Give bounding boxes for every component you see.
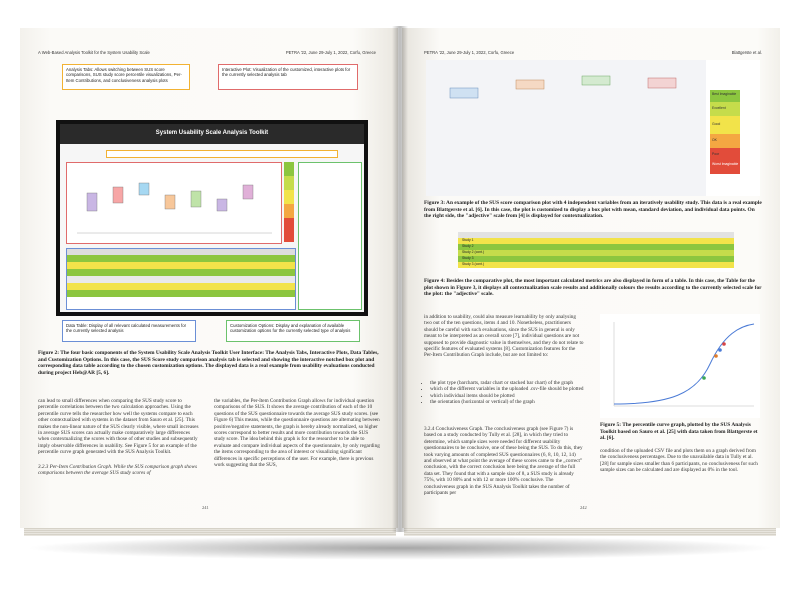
table-row: Study 3 (cont.) xyxy=(458,262,734,268)
right-page-number: 242 xyxy=(580,505,587,510)
notched-box-plot xyxy=(67,163,281,243)
figure-4-caption: Figure 4: Besides the comparative plot, the most important calculated metrics are also displayed in form of a table. In this case, the Table for the plot shown in Figure 3, it displays all contextualization scale results and additionally colours the results according to the currently selected scale for the plot: the "adjective" scale. xyxy=(424,278,762,298)
adjective-worst: Worst Imaginable xyxy=(712,162,739,166)
list-item: • the orientation (horizontal or vertical) of the graph xyxy=(430,399,594,405)
figure-3-plot xyxy=(426,60,760,196)
adjective-excellent: Excellent xyxy=(712,106,726,110)
customization-bullets xyxy=(420,380,594,406)
figure-2-caption: Figure 2: The four basic components of the System Usability Scale Analysis Toolkit User Interface: The Analysis Tabs, Interactive Plots, Data Tables, and Customization Options. In this case, the SUS Score study comparison analysis tab is selected and showing the interactive notched box plot and corresponding data table according to the chosen customization options. The displayed data is a real example from usability evaluations conducted during project Heb@AR [5, 6]. xyxy=(38,350,379,376)
callout-analysis-tabs: Analysis Tabs: Allows switching between SUS score comparisons, SUS study score percentile visualizations, Per-Item Contributions, and conclusiveness analysis plots xyxy=(62,64,190,90)
left-running-header-right: PETRA '22, June 29-July 1, 2022, Corfu, Greece xyxy=(285,50,376,55)
figure-3-caption: Figure 3: An example of the SUS score comparison plot with 4 independent variables from an iteratively usability study. This data is a real example from Blattgerste et al. [6]. In this case, the plot is customized to display a box plot with mean, standard deviation, and individual data points. On the right side, the "adjective" scale from [4] is displayed for contextualization. xyxy=(424,200,762,220)
table-row: Study 2 xyxy=(458,244,734,250)
list-item: • which of the different variables in the uploaded .csv-file should be plotted xyxy=(430,386,594,392)
section-3-2-3-heading: 3.2.3 Per-Item Contribution Graph. While the SUS comparison graph shows comparisons between the average SUS study scores of xyxy=(38,464,197,477)
left-column-2-text: the variables, the Per-Item Contribution Graph allows for individual question comparisons of the SUS. It shows the average contribution of each of the 10 questions of the SUS questionnaire towards the average SUS study scores. (see Figure 6) This means, while the questionnaire questions are alternating between positive/negative statements, the graph is hereby already normalized, so higher scores correspond to better results and more contribution towards the SUS study score. The idea behind this graph is for the researcher to be able to evaluate and compare individual aspects of the questionnaire, by only regarding the items corresponding to the area of interest or visualizing significant differences in specific perceptions of the user. For example, there is previous work suggesting that the SUS, xyxy=(214,398,380,469)
toolkit-screenshot xyxy=(56,120,368,316)
book-spine xyxy=(392,26,408,532)
left-running-header: A Web-Based Analysis Toolkit for the System Usability Scale xyxy=(38,50,150,55)
callout-customization-options: Customization Options: Display and explanation of available customization options for the currently selected type of analysis xyxy=(226,320,360,342)
list-item: • the plot type (barcharts, radar chart or stacked bar chart) of the graph xyxy=(430,380,594,386)
section-3-2-4-text: 3.2.4 Conclusiveness Graph. The conclusiveness graph (see Figure 7) is based on a study conducted by Tully et al. [28], in which they tried to determine, which sample sizes were needed for different usability questionnaires to be conclusive, one of these being the SUS. To do this, they took varying amounts of completed SUS questionnaires (6, 8, 10, 12, 14) and observed at what point the average of these scores came to the „correct” conclusion, with the correct conclusion here being the average of the full data set. They found that with a sample size of 8, a SUS study is already 75%, with 10 80% and with 12 or more 100% conclusive. The conclusiveness graph in the SUS Analysis Toolkit takes the number of participants per xyxy=(424,426,583,497)
list-item: • which individual items should be plotted xyxy=(430,393,594,399)
left-page-number: 241 xyxy=(202,505,209,510)
callout-interactive-plot: Interactive Plot: Visualization of the customized, interactive plots for the currently selected analysis tab xyxy=(218,64,358,90)
toolkit-title: System Usability Scale Analysis Toolkit xyxy=(155,130,269,136)
adjective-ok: OK xyxy=(712,138,717,142)
adjective-good: Good xyxy=(712,122,721,126)
adjective-poor: Poor xyxy=(712,152,720,156)
table-row: Study 1 xyxy=(458,238,734,244)
table-row: Study 3 xyxy=(458,256,734,262)
right-running-header-right: Blattgerste et al. xyxy=(731,50,762,55)
adjective-best: Best Imaginable xyxy=(712,92,737,96)
left-page xyxy=(20,28,398,528)
table-row: Study 2 (cont.) xyxy=(458,250,734,256)
figure-5-caption: Figure 5: The percentile curve graph, plotted by the SUS Analysis Toolkit based on Sauro et al. [25] with data taken from Blattgerste et al. [6]. xyxy=(600,422,758,442)
figure-5-percentile-curve xyxy=(600,314,760,418)
right-column-2-text: condition of the uploaded CSV file and plots them on a graph derived from the conclusiveness percentages. Due to the unavailable data in Tully et al. [28] for sample sizes smaller than 6 participants, no conclusiveness for such sample sizes can be calculated and are displayed as 0% in the tool. xyxy=(600,448,758,474)
right-running-header: PETRA '22, June 29-July 1, 2022, Corfu, Greece xyxy=(424,50,515,55)
right-column-1-text: in addition to usability, could also measure learnability by only analysing two out of the ten questions, items 4 and 10. Nonetheless, practitioners should be careful with such evaluations, since the SUS in general is only meant to be interpreted as an overall score [7], individual questions are not supposed to provide diagnostic value in themselves, and they do not relate to specific features of evaluated systems [8]. Customization features for the Per-Item Contribution Graph include, but are not limited to: xyxy=(424,314,584,359)
figure-4-table xyxy=(458,232,734,272)
left-column-1-text: can lead to small differences when comparing the SUS study score to percentile correlations between the two calculation approaches. Using the percentile curve tells the researcher how well the systems compare to each other contextualized with systems in the dataset from Sauro et al. [25]. This makes the non-linear nature of the SUS clearly visible, where small increases in average SUS scores can actually make comparatively large differences when contextualizing the scores with those of other studies and subsequently imply observable differences in usability. See Figure 5 for an example of the percentile curve graph generated with the SUS Analysis Toolkit. xyxy=(38,398,199,456)
book-shadow xyxy=(24,536,776,560)
right-page xyxy=(402,28,780,528)
callout-data-table: Data Table: Display of all relevant calculated measurements for the currently selected analysis xyxy=(62,320,196,342)
